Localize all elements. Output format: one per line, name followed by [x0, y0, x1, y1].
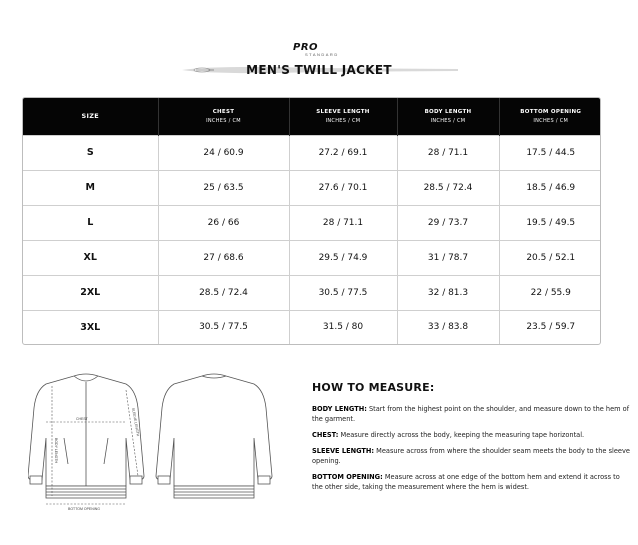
bottom-opening-cell: 18.5 / 46.9 [499, 170, 601, 205]
chest-cell: 25 / 63.5 [158, 170, 289, 205]
page-title: MEN'S TWILL JACKET [246, 63, 392, 77]
header-body-length: BODY LENGTH INCHES / CM [397, 98, 499, 135]
table-row [23, 310, 601, 344]
body-length-cell: 28.5 / 72.4 [397, 170, 499, 205]
sleeve-cell: 30.5 / 77.5 [289, 275, 397, 310]
size-cell: L [23, 205, 158, 240]
header-sleeve-length: SLEEVE LENGTH INCHES / CM [289, 98, 397, 135]
bottom-opening-cell: 20.5 / 52.1 [499, 240, 601, 275]
body-length-cell: 31 / 78.7 [397, 240, 499, 275]
header-bottom-opening: BOTTOM OPENING INCHES / CM [520, 108, 582, 124]
header-chest: CHEST INCHES / CM [158, 98, 289, 135]
how-to-measure [312, 381, 630, 498]
header-size: SIZE [23, 98, 158, 135]
jacket-front-drawing [28, 374, 144, 498]
size-cell: 2XL [23, 275, 158, 310]
sleeve-cell: 27.2 / 69.1 [289, 135, 397, 170]
brand-logo [283, 42, 351, 58]
chest-cell: 28.5 / 72.4 [158, 275, 289, 310]
table-row [23, 135, 601, 170]
sleeve-cell: 28 / 71.1 [289, 205, 397, 240]
table-row [23, 275, 601, 310]
body-length-cell: 32 / 81.3 [397, 275, 499, 310]
jacket-diagrams [28, 368, 300, 516]
sleeve-cell: 27.6 / 70.1 [289, 170, 397, 205]
bottom-opening-cell: 22 / 55.9 [499, 275, 601, 310]
bottom-opening-label: BOTTOM OPENING [68, 507, 101, 511]
size-cell: S [23, 135, 158, 170]
table-row [23, 205, 601, 240]
chest-cell: 30.5 / 77.5 [158, 310, 289, 344]
sleeve-length-label: SLEEVE LENGTH [131, 407, 140, 437]
body-length-cell: 28 / 71.1 [397, 135, 499, 170]
chest-cell: 27 / 68.6 [158, 240, 289, 275]
size-cell: XL [23, 240, 158, 275]
size-chart-table [22, 97, 601, 345]
chest-cell: 24 / 60.9 [158, 135, 289, 170]
brand-subtitle: STANDARD [305, 52, 339, 57]
page-header [0, 38, 638, 80]
body-length-cell: 29 / 73.7 [397, 205, 499, 240]
bottom-opening-cell: 19.5 / 49.5 [499, 205, 601, 240]
chest-label: CHEST [76, 417, 88, 421]
table-row [23, 170, 601, 205]
body-length-cell: 33 / 83.8 [397, 310, 499, 344]
table-row [23, 240, 601, 275]
bottom-opening-cell: 17.5 / 44.5 [499, 135, 601, 170]
instruction-chest: CHEST: Measure directly across the body, keeping the measuring tape horizontal. [312, 431, 585, 439]
jacket-back-drawing [156, 374, 272, 498]
instruction-body-length: BODY LENGTH: Start from the highest point on the shoulder, and measure down to the hem of the garment. [312, 405, 630, 423]
how-to-measure-title: HOW TO MEASURE: [312, 381, 435, 394]
size-cell: 3XL [23, 310, 158, 344]
body-length-label: BODY LENGTH [54, 438, 58, 464]
chest-cell: 26 / 66 [158, 205, 289, 240]
sleeve-cell: 31.5 / 80 [289, 310, 397, 344]
instruction-sleeve-length: SLEEVE LENGTH: Measure across from where the shoulder seam meets the body to the sleeve opening. [312, 447, 630, 465]
bottom-opening-cell: 23.5 / 59.7 [499, 310, 601, 344]
table-header-row [23, 98, 601, 135]
brand-name: PRO [293, 42, 319, 53]
size-cell: M [23, 170, 158, 205]
sleeve-cell: 29.5 / 74.9 [289, 240, 397, 275]
instruction-bottom-opening: BOTTOM OPENING: Measure across at one edge of the bottom hem and extend it across to the other side, taking the measurement where the hem is widest. [312, 473, 620, 491]
